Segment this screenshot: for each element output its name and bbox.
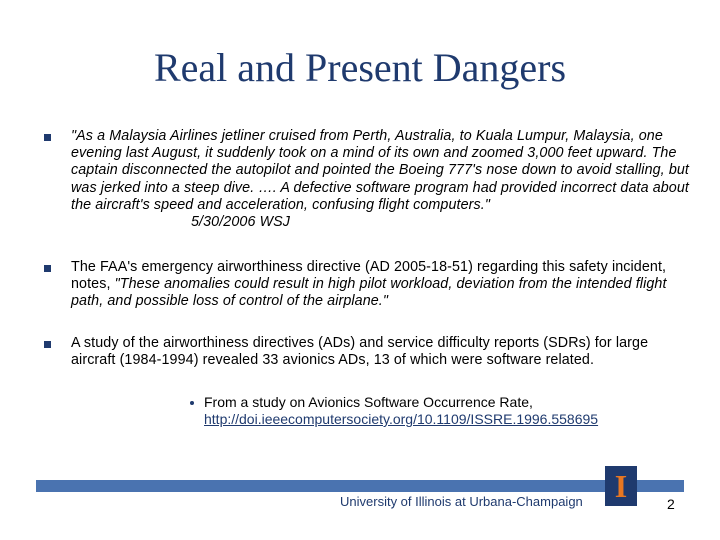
bullet-text: A study of the airworthiness directives (ADs) and service difficulty reports (SDRs) for large aircraft (1984-1994) revealed 33 avionics ADs, 13 of which were software related.	[71, 335, 649, 369]
round-bullet-icon	[190, 401, 194, 405]
citation-label: From a study on Avionics Software Occurrence Rate,	[204, 394, 533, 410]
bullet-text	[71, 128, 693, 231]
citation-link[interactable]: http://doi.ieeecomputersociety.org/10.1109/ISSRE.1996.558695	[204, 411, 599, 427]
citation-text	[204, 394, 598, 428]
footer-bar	[36, 480, 684, 492]
square-bullet-icon	[44, 265, 51, 272]
bullet-item-quote	[44, 128, 694, 231]
footer-institution: University of Illinois at Urbana-Champaign	[340, 494, 583, 509]
square-bullet-icon	[44, 341, 51, 348]
page-number: 2	[667, 496, 675, 512]
sub-bullet-citation	[190, 394, 690, 428]
logo-glyph: I	[614, 468, 628, 504]
slide-title: Real and Present Dangers	[153, 45, 567, 90]
bullet-text	[71, 259, 693, 311]
university-logo-icon	[605, 466, 637, 506]
quote-source: 5/30/2006 WSJ	[191, 214, 291, 231]
faa-quote: "These anomalies could result in high pilot workload, deviation from the intended flight path, and possible loss of control of the airplane."	[71, 276, 667, 310]
square-bullet-icon	[44, 134, 51, 141]
bullet-item-study	[44, 335, 694, 369]
bullet-item-faa	[44, 259, 694, 311]
faa-text: The FAA's emergency airworthiness directive (AD 2005-18-51) regarding this safety incident, notes,	[71, 259, 667, 293]
quote-text: "As a Malaysia Airlines jetliner cruised from Perth, Australia, to Kuala Lumpur, Malaysia, one evening last August, it suddenly took on a mind of its own and zoomed 3,000 feet upward. The captain disconnected the autopilot and pointed the Boeing 777's nose down to avoid stalling, but was jerked into a steep dive. …. A defective software program had provided incorrect data about the aircraft's speed and acceleration, confusing flight computers."	[71, 128, 690, 213]
